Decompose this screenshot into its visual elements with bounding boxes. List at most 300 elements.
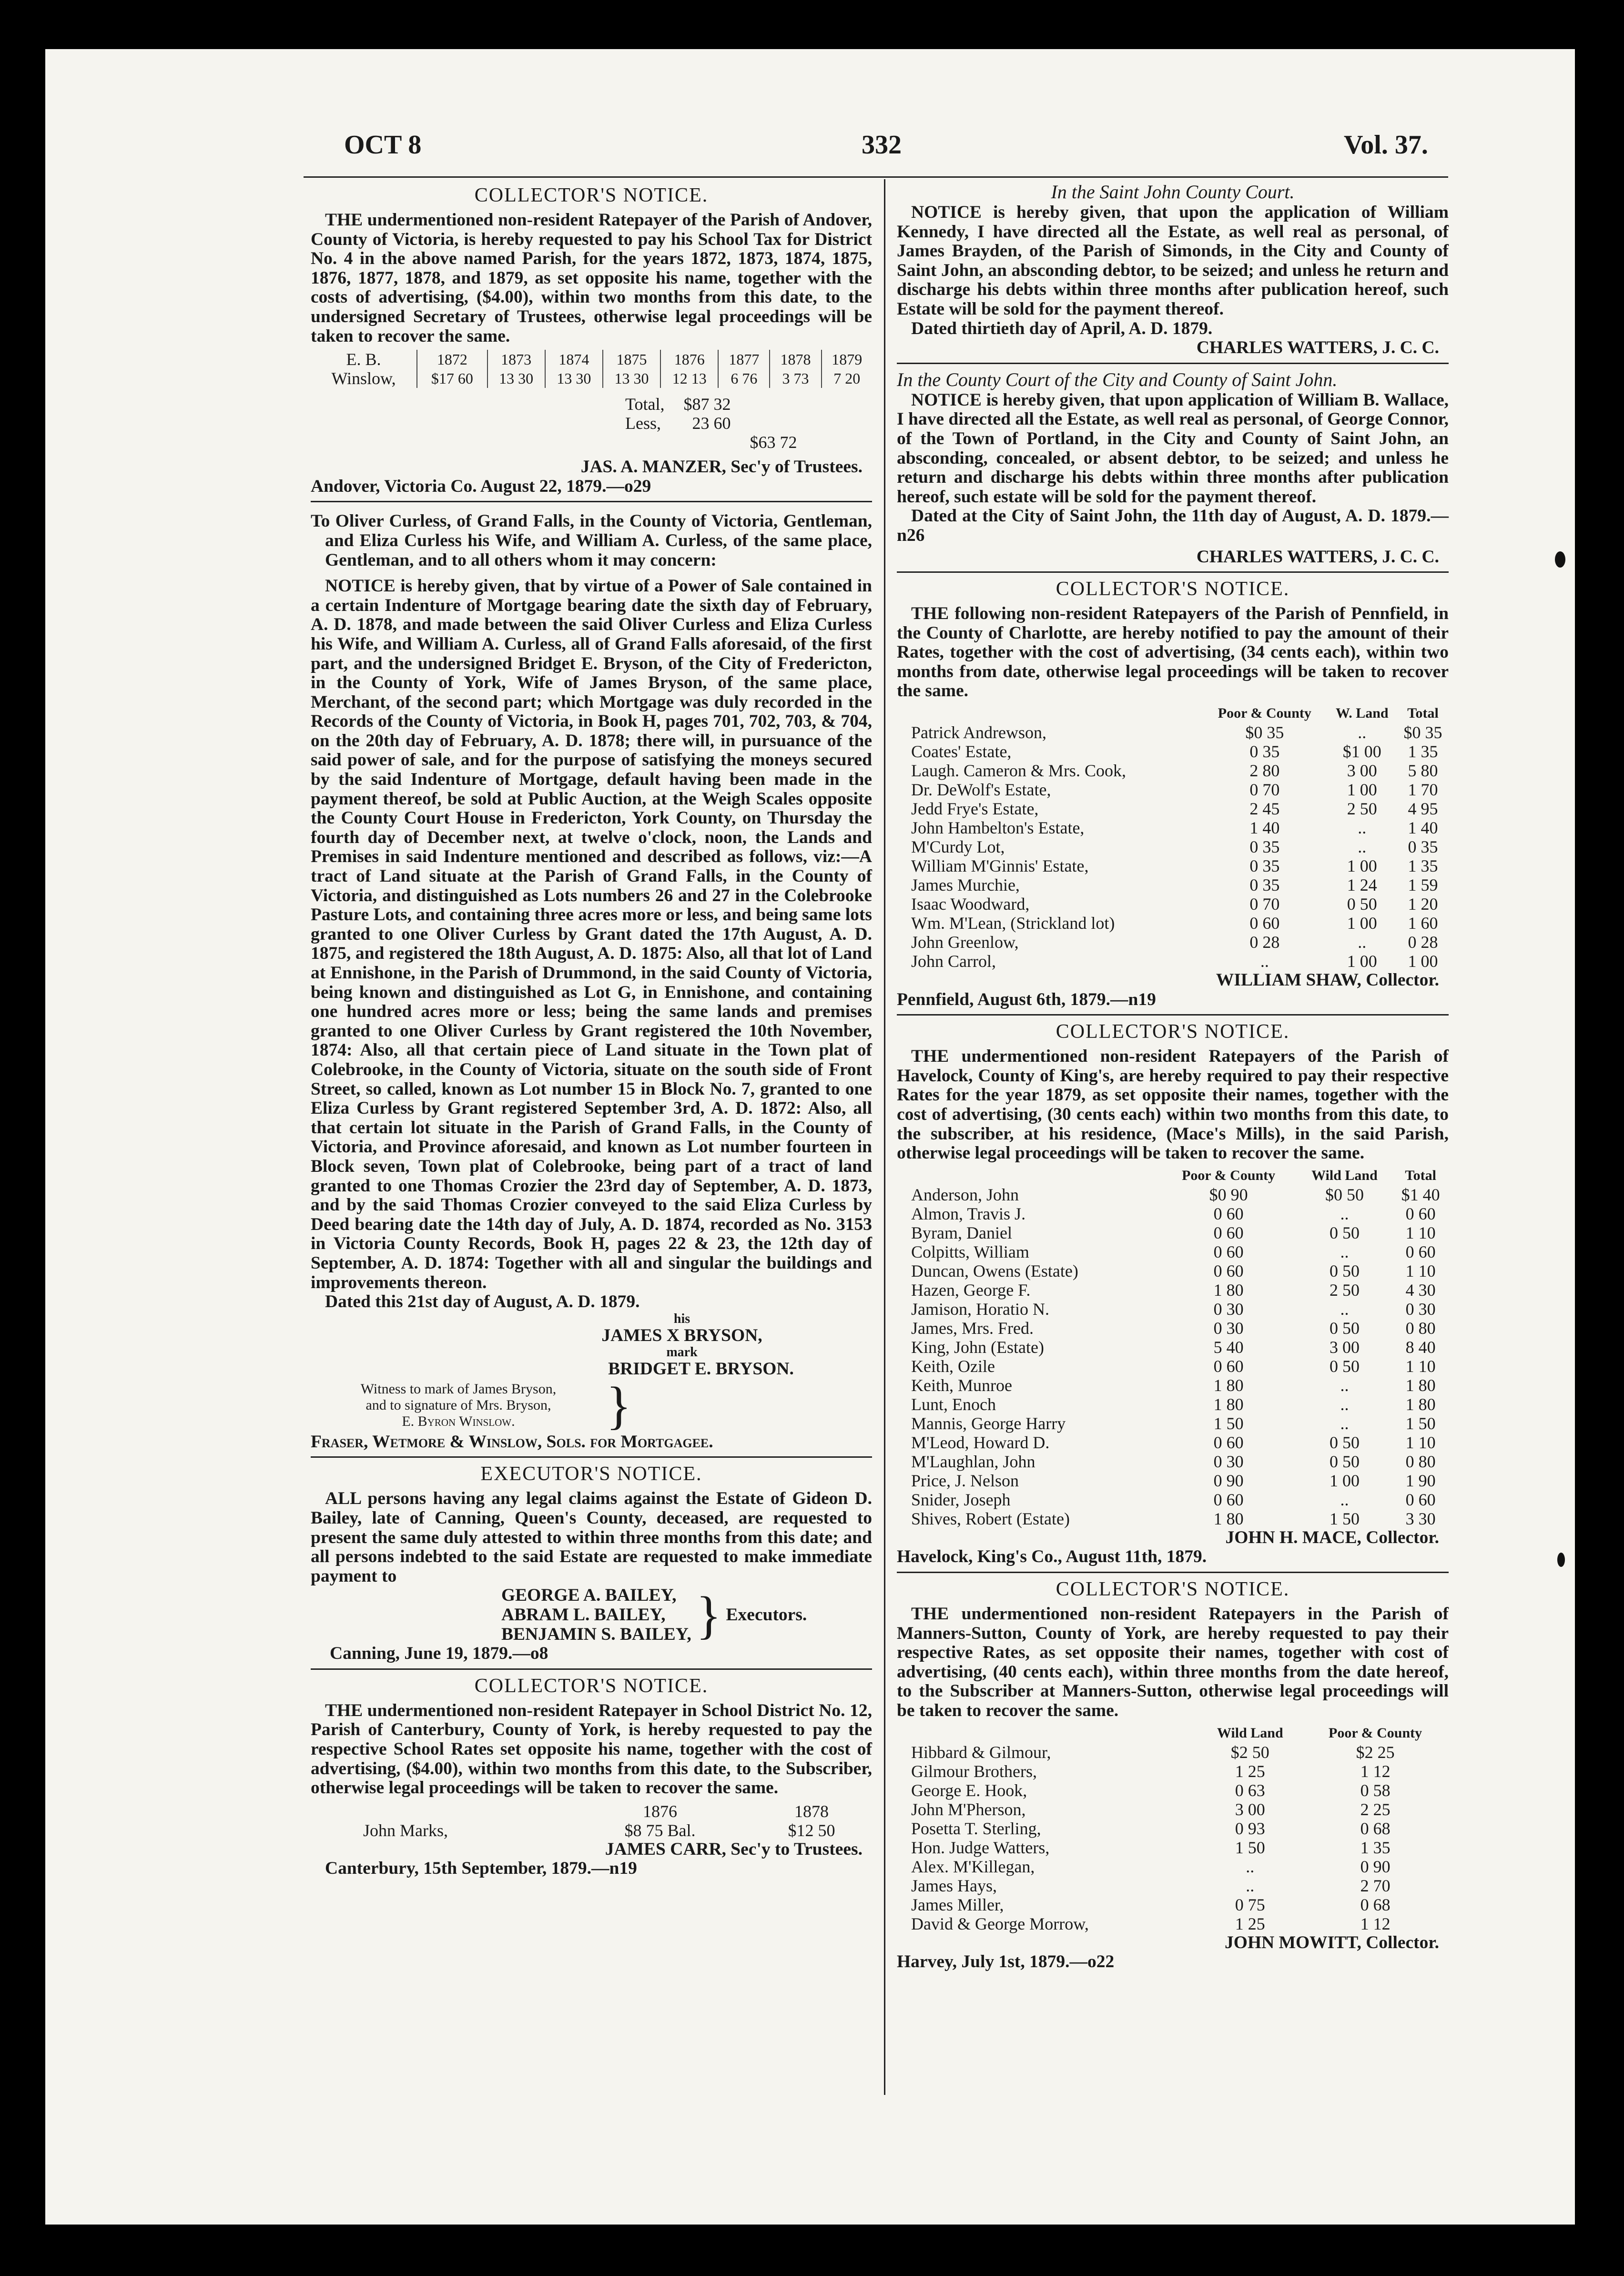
table-row [897, 1319, 1449, 1338]
brace-glyph: } [696, 1586, 721, 1645]
ratepayer-name: Shives, Robert (Estate) [911, 1509, 1070, 1528]
ratepayer-name: King, John (Estate) [911, 1337, 1044, 1357]
rate-value: 3 00 [1347, 761, 1377, 781]
rate-value: 1 35 [1408, 742, 1438, 762]
scan-speck [1557, 1553, 1565, 1567]
section-rule [897, 363, 1449, 364]
rate-value: 1 60 [1408, 914, 1438, 933]
rate-value: 4 95 [1408, 799, 1438, 819]
notice-signer: CHARLES WATTERS, J. C. C. [1196, 338, 1439, 358]
rate-value: 0 35 [1249, 856, 1280, 876]
table-row [311, 1821, 872, 1840]
header-volume: Vol. 37. [1344, 130, 1428, 160]
rate-value: 1 80 [1213, 1375, 1244, 1395]
ratepayer-name: William M'Ginnis' Estate, [911, 856, 1089, 876]
rate-value: 1 80 [1405, 1375, 1436, 1395]
notice-title: COLLECTOR'S NOTICE. [1056, 1021, 1290, 1043]
table-row [897, 1857, 1449, 1876]
rates-table [897, 1724, 1449, 1933]
ratepayer-name: John Greenlow, [911, 933, 1019, 952]
tax-year: 1872 [417, 350, 487, 369]
rate-value: 2 70 [1360, 1876, 1391, 1895]
rate-value: 1 40 [1408, 818, 1438, 838]
table-row [897, 1895, 1449, 1914]
rate-value: 2 50 [1329, 1280, 1360, 1300]
ratepayer-name: Dr. DeWolf's Estate, [911, 780, 1051, 800]
ratepayer-name: Laugh. Cameron & Mrs. Cook, [911, 761, 1126, 781]
table-row [897, 1395, 1449, 1414]
table-row [897, 704, 1449, 723]
notice-dateline: Harvey, July 1st, 1879.—o22 [897, 1952, 1115, 1972]
rate-value: $2 50 [1230, 1742, 1269, 1762]
rate-value: 1 20 [1408, 894, 1438, 914]
mark-label: mark [666, 1345, 698, 1360]
column-header: W. Land [1335, 705, 1389, 721]
ratepayer-name: Patrick Andrewson, [911, 723, 1046, 742]
tax-year: 1878 [770, 350, 821, 369]
rate-value: 0 58 [1360, 1780, 1391, 1800]
year-header: 1876 [642, 1801, 677, 1821]
table-row [897, 1261, 1449, 1280]
rate-value: 0 35 [1249, 742, 1280, 762]
tax-name-first: E. B. [346, 350, 381, 369]
table-row [897, 1914, 1449, 1933]
notice-dateline: Havelock, King's Co., August 11th, 1879. [897, 1547, 1207, 1567]
rate-value: 1 00 [1408, 952, 1438, 971]
table-row [897, 1185, 1449, 1204]
rate-value: 0 35 [1249, 875, 1280, 895]
court-heading: In the County Court of the City and County of Saint John. [897, 368, 1338, 390]
rate-value: 0 50 [1329, 1356, 1360, 1376]
rate-value: $0 35 [1245, 723, 1284, 742]
tax-year: 1879 [822, 350, 872, 369]
section-rule [897, 1014, 1449, 1016]
notice-title: COLLECTOR'S NOTICE. [1056, 578, 1290, 600]
rate-value: 1 00 [1347, 952, 1377, 971]
ratepayer-name: Keith, Ozile [911, 1356, 995, 1376]
section-rule [897, 1572, 1449, 1573]
rate-value: 0 30 [1213, 1318, 1244, 1338]
rate-value: 0 50 [1329, 1318, 1360, 1338]
witness-line: Witness to mark of James Bryson, [360, 1381, 557, 1397]
tax-amount: $17 60 [417, 369, 487, 388]
table-row [311, 1802, 872, 1821]
table-row [897, 933, 1449, 952]
ratepayer-name: James Hays, [911, 1876, 997, 1895]
ratepayer-name: Jamison, Horatio N. [911, 1299, 1049, 1319]
canterbury-collectors-notice [311, 1675, 872, 1879]
rate-value: 0 35 [1249, 837, 1280, 857]
rate-value: 1 80 [1405, 1394, 1436, 1414]
ratepayer-name: David & George Morrow, [911, 1914, 1089, 1933]
saint-john-court-notice-1 [897, 181, 1449, 358]
column-divider [884, 179, 885, 2095]
manners-sutton-collectors-notice [897, 1578, 1449, 1972]
rate-value: $1 00 [1342, 742, 1381, 762]
table-row [897, 856, 1449, 875]
notice-body: THE following non-resident Ratepayers of the Parish of Pennfield, in the County of Charlotte, are hereby notified to pay the amount of their Rates, together with the cost of advertising, (34 cents each), within two months from date, otherwise legal proceedings will be taken to recover the same. [897, 604, 1449, 701]
rate-value: 0 60 [1213, 1242, 1244, 1261]
rate-value: 0 30 [1213, 1299, 1244, 1319]
rate-value: 3 30 [1405, 1509, 1436, 1528]
table-row [897, 914, 1449, 933]
table-row [311, 369, 872, 388]
rate-value: 1 00 [1329, 1471, 1360, 1490]
rate-value: .. [1358, 723, 1367, 742]
executor-name: ABRAM L. BAILEY, [501, 1605, 666, 1625]
year-header: 1878 [794, 1801, 829, 1821]
rate-value: 1 50 [1235, 1838, 1265, 1857]
rate-value: 0 28 [1249, 933, 1280, 952]
rate-value: 2 50 [1347, 799, 1377, 819]
notice-signer: JOHN MOWITT, Collector. [1225, 1932, 1439, 1952]
rate-value: 3 00 [1329, 1337, 1360, 1357]
table-row [897, 1509, 1449, 1528]
rate-value: 2 80 [1249, 761, 1280, 781]
brace-glyph: } [606, 1376, 631, 1434]
notice-signer: JOHN H. MACE, Collector. [1225, 1527, 1439, 1547]
rate-value: $1 40 [1401, 1185, 1440, 1204]
tax-year: 1875 [603, 350, 660, 369]
rate-value: 0 75 [1235, 1895, 1265, 1914]
rate-value: .. [1340, 1490, 1349, 1509]
rate-value: 0 60 [1405, 1490, 1436, 1509]
rate-value: 1 00 [1347, 780, 1377, 800]
ratepayer-name: Isaac Woodward, [911, 894, 1030, 914]
table-row [897, 875, 1449, 894]
table-row [897, 1338, 1449, 1357]
less-value: 23 60 [692, 414, 731, 433]
ratepayer-name: John Carrol, [911, 952, 996, 971]
rate-value: 1 10 [1405, 1261, 1436, 1280]
tax-year: 1876 [660, 350, 718, 369]
rate-value: 1 35 [1360, 1838, 1391, 1857]
ratepayer-name: Alex. M'Killegan, [911, 1857, 1035, 1876]
rate-value: 0 35 [1408, 837, 1438, 857]
rate-value: 0 60 [1249, 914, 1280, 933]
rate-value: 1 90 [1405, 1471, 1436, 1490]
rate-value: 1 70 [1408, 780, 1438, 800]
executors-notice [311, 1463, 872, 1663]
notice-dateline: Canterbury, 15th September, 1879.—n19 [325, 1859, 637, 1879]
notice-body: NOTICE is hereby given, that upon the application of William Kennedy, I have directed all the Estate, as well real as personal, of James Brayden, of the Parish of Simonds, in the City and County of Saint John, an absconding debtor, to be seized; and unless he return and discharge his debts within three months after publication hereof, such Estate will be sold for the payment thereof. [897, 203, 1449, 319]
tax-amount: 12 13 [660, 369, 718, 388]
rate-value: 2 25 [1360, 1799, 1391, 1819]
rate-value: .. [1358, 837, 1367, 857]
notice-signer: JAS. A. MANZER, Sec'y of Trustees. [580, 457, 863, 477]
left-column [311, 181, 872, 1879]
executor-name: GEORGE A. BAILEY, [501, 1585, 677, 1605]
section-rule [311, 1668, 872, 1670]
notice-title: COLLECTOR'S NOTICE. [1056, 1578, 1290, 1600]
rate-value: .. [1340, 1413, 1349, 1433]
totals-table [625, 395, 797, 452]
rate-value: .. [1340, 1299, 1349, 1319]
notice-dated: Dated this 21st day of August, A. D. 1879. [325, 1292, 640, 1312]
table-row [625, 433, 797, 452]
witness-line: E. Byron Winslow. [402, 1413, 515, 1429]
rate-value: 1 50 [1329, 1509, 1360, 1528]
rate-value: 0 70 [1249, 894, 1280, 914]
tax-amount: 6 76 [718, 369, 770, 388]
rate-value: 1 59 [1408, 875, 1438, 895]
rate-value: 0 60 [1213, 1356, 1244, 1376]
rate-value: 1 00 [1347, 914, 1377, 933]
ratepayer-name: Coates' Estate, [911, 742, 1012, 762]
table-row [897, 1876, 1449, 1895]
column-header: Poor & County [1218, 705, 1311, 721]
ratepayer-name: Wm. M'Lean, (Strickland lot) [911, 914, 1115, 933]
rate-value: .. [1246, 1876, 1255, 1895]
table-row [897, 1376, 1449, 1395]
rate-value: $0 90 [1209, 1185, 1248, 1204]
second-signer: BRIDGET E. BRYSON. [608, 1359, 794, 1379]
tax-year: 1874 [545, 350, 603, 369]
header-rule [304, 176, 1448, 178]
saint-john-court-notice-2 [897, 369, 1449, 567]
table-row [897, 1781, 1449, 1800]
table-row [897, 1743, 1449, 1762]
executors-block [501, 1586, 872, 1644]
table-row [625, 414, 797, 433]
ratepayer-name: Duncan, Owens (Estate) [911, 1261, 1078, 1280]
rate-value: 0 68 [1360, 1819, 1391, 1838]
ratepayer-name: Mannis, George Harry [911, 1413, 1066, 1433]
table-row [897, 1223, 1449, 1242]
notice-body: NOTICE is hereby given, that by virtue of a Power of Sale contained in a certain Indenture of Mortgage bearing date the sixth day of February, A. D. 1878, and made between the said Oliver Curless and Eliza Curless his Wife, and William A. Curless, all of Grand Falls aforesaid, of the first part, and the undersigned Bridget E. Bryson, of the City of Fredericton, in the County of York, Wife of James Bryson, of the same place, Merchant, of the second part; which Mortgage was duly recorded in the Records of the County of Victoria, in Book H, pages 701, 702, 703, & 704, on the 20th day of February, A. D. 1878; there will, in pursuance of the said power of sale, and for the purpose of satisfying the moneys secured by the said Indenture of Mortgage, default having been made in the payment thereof, be sold at Public Auction, at the Weigh Scales opposite the County Court House in Fredericton, York County, on Thursday the fourth day of December next, at twelve o'clock, noon, the Lands and Premises in said Indenture mentioned and described as follows, viz:—A tract of Land situate at the Parish of Grand Falls, in the County of Victoria, and distinguished as Lots numbers 26 and 27 in the Colebrooke Pasture Lots, and containing three acres more or less, and being same lots granted to one Oliver Curless by Grant dated the 17th August, A. D. 1875, and registered the 18th August, A. D. 1875: Also, all that lot of Land at Ennishone, in the Parish of Drummond, in the said County of Victoria, being known and distinguished as Lot G, in Ennishone, and containing one hundred acres more or less; being the same lands and premises granted to one Oliver Curless by Grant registered the 10th November, 1874: Also, all that certain piece of Land situate in the Town plat of Colebrooke, in the County of Victoria, situate on the south side of Front Street, so called, known as Lot number 15 in Block No. 7, granted to one Eliza Curless by Grant registered September 3rd, A. D. 1872: Also, all that certain lot situate in the Parish of Grand Falls, in the County of Victoria, and Province aforesaid, and known as Lot number fourteen in Block seven, Town plat of Colebrooke, being part of a tract of land granted to one Thomas Crozier the 23rd day of September, A. D. 1873, and by the said Thomas Crozier conveyed to the said Eliza Curless by Deed bearing date the 14th day of July, A. D. 1874, recorded as No. 3153 in Victoria County Records, Book H, pages 22 & 23, the 12th day of September, A. D. 1874: Together with all and singular the buildings and improvements thereon. [311, 576, 872, 1292]
column-header: Total [1407, 705, 1439, 721]
column-header: Wild Land [1311, 1167, 1378, 1183]
rate-value: 0 63 [1235, 1780, 1265, 1800]
tax-amount: 13 30 [487, 369, 545, 388]
rate-value: 0 50 [1347, 894, 1377, 914]
table-row [897, 1300, 1449, 1319]
notice-body: ALL persons having any legal claims against the Estate of Gideon D. Bailey, late of Canning, Queen's County, deceased, are requested to present the same duly attested to within three months from this date; and all persons indebted to the said Estate are requested to make immediate payment to [311, 1489, 872, 1586]
section-rule [897, 571, 1449, 573]
column-header: Total [1405, 1167, 1436, 1183]
rate-value: 0 80 [1405, 1452, 1436, 1471]
notice-dated: Dated thirtieth day of April, A. D. 1879. [911, 318, 1213, 338]
column-header: Wild Land [1217, 1725, 1283, 1741]
section-rule [311, 1456, 872, 1458]
rates-rows [897, 1743, 1449, 1933]
table-row [897, 1280, 1449, 1300]
table-row [311, 350, 872, 369]
notice-body: THE undermentioned non-resident Ratepayers in the Parish of Manners-Sutton, County of York, are hereby requested to pay their respective Rates, as set opposite their names, together with cost of advertising, (40 cents each), within three months from the date hereof, to the Subscriber at Manners-Sutton, otherwise legal proceedings will be taken to recover the same. [897, 1604, 1449, 1720]
rate-value: .. [1340, 1204, 1349, 1223]
column-header: Poor & County [1329, 1725, 1422, 1741]
ratepayer-name: Almon, Travis J. [911, 1204, 1026, 1223]
notice-title: COLLECTOR'S NOTICE. [474, 184, 709, 206]
less-label: Less, [625, 414, 661, 433]
witness-block [311, 1376, 872, 1434]
notice-signer: JAMES CARR, Sec'y to Trustees. [605, 1839, 863, 1859]
rates-table [897, 1166, 1449, 1528]
rate-value: 0 90 [1213, 1471, 1244, 1490]
ratepayer-name: Keith, Munroe [911, 1375, 1012, 1395]
table-row [897, 1414, 1449, 1433]
ratepayer-name: John Marks, [363, 1820, 448, 1840]
rate-value: $0 35 [1403, 723, 1442, 742]
ratepayer-name: Byram, Daniel [911, 1223, 1012, 1242]
notice-signer: WILLIAM SHAW, Collector. [1216, 970, 1439, 990]
table-row [897, 837, 1449, 856]
table-row [897, 1452, 1449, 1471]
rate-value: 0 70 [1249, 780, 1280, 800]
signature-block [311, 1312, 872, 1379]
rate-value: .. [1340, 1242, 1349, 1261]
ratepayer-name: M'Laughlan, John [911, 1452, 1035, 1471]
notice-signer: CHARLES WATTERS, J. C. C. [1196, 547, 1439, 567]
rate-value: 1 80 [1213, 1394, 1244, 1414]
header-date: OCT 8 [344, 130, 422, 160]
ratepayer-name: Hon. Judge Watters, [911, 1838, 1050, 1857]
ratepayer-name: Jedd Frye's Estate, [911, 799, 1039, 819]
table-row [897, 1242, 1449, 1261]
notice-body: NOTICE is hereby given, that upon application of William B. Wallace, I have directed all the Estate, as well real as personal, of George Connor, of the Town of Portland, in the City and County of Saint John, an absconding, concealed, or absent debtor, to be seized; and unless he return and discharge his debts within three months after publication hereof, such estate will be sold for the payment thereof. [897, 390, 1449, 507]
rate-value: 1 35 [1408, 856, 1438, 876]
table-row [897, 894, 1449, 914]
ratepayer-name: Gilmour Brothers, [911, 1761, 1037, 1781]
rate-value: 1 12 [1360, 1914, 1391, 1933]
rates-rows [897, 1185, 1449, 1528]
table-row [897, 1433, 1449, 1452]
rate-value: $0 50 [1325, 1185, 1364, 1204]
ratepayer-name: John Hambelton's Estate, [911, 818, 1085, 838]
rate-value: 1 80 [1213, 1509, 1244, 1528]
ratepayer-name: M'Leod, Howard D. [911, 1433, 1050, 1452]
section-rule [311, 501, 872, 502]
total-label: Total, [625, 395, 665, 414]
ratepayer-name: James Miller, [911, 1895, 1004, 1914]
witness-lines [311, 1381, 606, 1430]
executor-name: BENJAMIN S. BAILEY, [501, 1624, 691, 1644]
pennfield-collectors-notice [897, 578, 1449, 1009]
ratepayer-name: Snider, Joseph [911, 1490, 1011, 1509]
rate-value: 0 30 [1405, 1299, 1436, 1319]
rate-value: 1 12 [1360, 1761, 1391, 1781]
rate-value: $8 75 Bal. [624, 1820, 696, 1840]
rate-value: 0 30 [1213, 1452, 1244, 1471]
rate-value: 0 60 [1213, 1261, 1244, 1280]
mark-signer: JAMES X BRYSON, [601, 1325, 762, 1345]
table-row [897, 1357, 1449, 1376]
ratepayer-name: George E. Hook, [911, 1780, 1027, 1800]
rates-table [897, 704, 1449, 971]
rates-table [311, 1802, 872, 1840]
tax-amount: 7 20 [822, 369, 872, 388]
tax-year: 1873 [487, 350, 545, 369]
rate-value: $2 25 [1356, 1742, 1395, 1762]
rate-value: $12 50 [788, 1820, 835, 1840]
ratepayer-name: Lunt, Enoch [911, 1394, 996, 1414]
table-row [897, 1490, 1449, 1509]
rate-value: 0 50 [1329, 1433, 1360, 1452]
rate-value: 1 10 [1405, 1433, 1436, 1452]
table-row [897, 818, 1449, 837]
rate-value: 0 60 [1405, 1242, 1436, 1261]
rate-value: 1 24 [1347, 875, 1377, 895]
ratepayer-name: Hibbard & Gilmour, [911, 1742, 1051, 1762]
andover-collectors-notice [311, 184, 872, 496]
rate-value: 0 68 [1360, 1895, 1391, 1914]
notice-body: THE undermentioned non-resident Ratepayers of the Parish of Havelock, County of King's, are hereby required to pay their respective Rates for the year 1879, as set opposite their names, together with the cost of advertising, (30 cents each) within two months from this date, to the subscriber, at his residence, (Mace's Mills), in the said Parish, otherwise legal proceedings will be taken to recover the same. [897, 1047, 1449, 1163]
table-row [897, 1724, 1449, 1743]
notice-body: THE undermentioned non-resident Ratepayer of the Parish of Andover, County of Victoria, is hereby requested to pay his School Tax for District No. 4 in the above named Parish, for the years 1872, 1873, 1874, 1875, 1876, 1877, 1878, and 1879, as set opposite his name, together with the costs of advertising, ($4.00), within two months from this date, to the undersigned Secretary of Trustees, otherwise legal proceedings will be taken to recover the same. [311, 210, 872, 346]
table-row [897, 1471, 1449, 1490]
tax-table [311, 350, 872, 388]
right-column [897, 181, 1449, 1972]
net-value: $63 72 [750, 433, 797, 452]
rate-value: 1 10 [1405, 1223, 1436, 1242]
rate-value: .. [1358, 818, 1367, 838]
rate-value: 0 60 [1213, 1490, 1244, 1509]
notice-address: To Oliver Curless, of Grand Falls, in the County of Victoria, Gentleman, and Eliza Curless his Wife, and William A. Curless, of the same place, Gentleman, and to all others whom it may concern: [311, 511, 872, 570]
rate-value: 3 00 [1235, 1799, 1265, 1819]
tax-amount: 13 30 [545, 369, 603, 388]
rate-value: 0 60 [1213, 1223, 1244, 1242]
table-row [897, 1838, 1449, 1857]
table-row [897, 1762, 1449, 1781]
table-row [897, 952, 1449, 971]
rate-value: 0 28 [1408, 933, 1438, 952]
mortgage-sale-notice [311, 512, 872, 1452]
notice-title: COLLECTOR'S NOTICE. [474, 1675, 709, 1697]
rate-value: 4 30 [1405, 1280, 1436, 1300]
rate-value: 0 60 [1405, 1204, 1436, 1223]
rate-value: 2 45 [1249, 799, 1280, 819]
rate-value: 1 25 [1235, 1914, 1265, 1933]
notice-dateline: Pennfield, August 6th, 1879.—n19 [897, 989, 1156, 1009]
table-row [897, 1800, 1449, 1819]
rate-value: 0 60 [1213, 1433, 1244, 1452]
scan-speck [1555, 551, 1565, 568]
rate-value: .. [1340, 1394, 1349, 1414]
table-row [897, 723, 1449, 742]
rate-value: 5 40 [1213, 1337, 1244, 1357]
court-heading: In the Saint John County Court. [1051, 181, 1295, 203]
tax-amount: 13 30 [603, 369, 660, 388]
table-row [897, 1166, 1449, 1185]
rate-value: .. [1340, 1375, 1349, 1395]
table-row [897, 1204, 1449, 1223]
rate-value: 8 40 [1405, 1337, 1436, 1357]
ratepayer-name: M'Curdy Lot, [911, 837, 1005, 857]
rate-value: 1 00 [1347, 856, 1377, 876]
rate-value: 0 90 [1360, 1857, 1391, 1876]
rate-value: 0 80 [1405, 1318, 1436, 1338]
column-header: Poor & County [1182, 1167, 1276, 1183]
executor-names [501, 1586, 691, 1644]
witness-line: and to signature of Mrs. Bryson, [365, 1397, 551, 1413]
tax-year: 1877 [718, 350, 770, 369]
ratepayer-name: James Murchie, [911, 875, 1020, 895]
tax-name-last: Winslow, [331, 369, 396, 388]
rate-value: 0 50 [1329, 1261, 1360, 1280]
table-row [897, 742, 1449, 761]
rate-value: 1 80 [1213, 1280, 1244, 1300]
havelock-collectors-notice [897, 1020, 1449, 1567]
rate-value: 0 50 [1329, 1452, 1360, 1471]
rate-value: .. [1246, 1857, 1255, 1876]
rate-value: 1 10 [1405, 1356, 1436, 1376]
mark-his: his [673, 1311, 690, 1326]
header-page-number: 332 [862, 130, 902, 160]
notice-body: THE undermentioned non-resident Ratepayer in School District No. 12, Parish of Canterbury, County of York, is hereby requested to pay the respective School Rates set opposite his name, together with the cost of advertising, ($4.00), within two months from this date, to the Subscriber, otherwise legal proceedings will be taken to recover the same. [311, 1700, 872, 1798]
ratepayer-name: Hazen, George F. [911, 1280, 1031, 1300]
rate-value: .. [1260, 952, 1269, 971]
table-row [897, 799, 1449, 818]
